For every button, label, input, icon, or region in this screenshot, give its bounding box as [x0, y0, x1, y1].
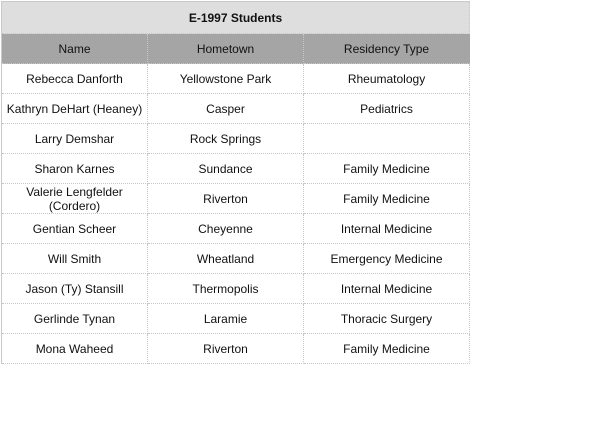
cell-hometown: Riverton — [148, 184, 304, 214]
cell-residency-type: Family Medicine — [304, 154, 470, 184]
table-title-row — [2, 2, 470, 34]
cell-residency-type: Pediatrics — [304, 94, 470, 124]
cell-hometown: Casper — [148, 94, 304, 124]
cell-name: Rebecca Danforth — [2, 64, 148, 94]
cell-name: Kathryn DeHart (Heaney) — [2, 94, 148, 124]
column-header-name: Name — [2, 34, 148, 64]
cell-hometown: Wheatland — [148, 244, 304, 274]
cell-residency-type: Internal Medicine — [304, 274, 470, 304]
table-row — [2, 64, 470, 94]
cell-residency-type — [304, 124, 470, 154]
column-header-residency-type: Residency Type — [304, 34, 470, 64]
students-table — [1, 1, 470, 364]
table-row — [2, 184, 470, 214]
cell-hometown: Laramie — [148, 304, 304, 334]
students-table-container — [1, 1, 469, 364]
cell-hometown: Rock Springs — [148, 124, 304, 154]
cell-residency-type: Rheumatology — [304, 64, 470, 94]
cell-name: Sharon Karnes — [2, 154, 148, 184]
cell-residency-type: Internal Medicine — [304, 214, 470, 244]
cell-hometown: Thermopolis — [148, 274, 304, 304]
table-row — [2, 244, 470, 274]
cell-residency-type: Emergency Medicine — [304, 244, 470, 274]
cell-name: Gentian Scheer — [2, 214, 148, 244]
cell-name: Jason (Ty) Stansill — [2, 274, 148, 304]
cell-name: Will Smith — [2, 244, 148, 274]
table-title: E-1997 Students — [2, 2, 470, 34]
table-row — [2, 214, 470, 244]
column-header-hometown: Hometown — [148, 34, 304, 64]
cell-hometown: Riverton — [148, 334, 304, 364]
cell-hometown: Cheyenne — [148, 214, 304, 244]
cell-hometown: Sundance — [148, 154, 304, 184]
table-header-row — [2, 34, 470, 64]
table-row — [2, 154, 470, 184]
cell-name: Larry Demshar — [2, 124, 148, 154]
cell-name: Mona Waheed — [2, 334, 148, 364]
cell-hometown: Yellowstone Park — [148, 64, 304, 94]
cell-name: Gerlinde Tynan — [2, 304, 148, 334]
cell-residency-type: Family Medicine — [304, 184, 470, 214]
cell-residency-type: Family Medicine — [304, 334, 470, 364]
table-row — [2, 304, 470, 334]
table-row — [2, 124, 470, 154]
cell-residency-type: Thoracic Surgery — [304, 304, 470, 334]
cell-name: Valerie Lengfelder (Cordero) — [2, 184, 148, 214]
table-row — [2, 94, 470, 124]
table-row — [2, 274, 470, 304]
table-row — [2, 334, 470, 364]
